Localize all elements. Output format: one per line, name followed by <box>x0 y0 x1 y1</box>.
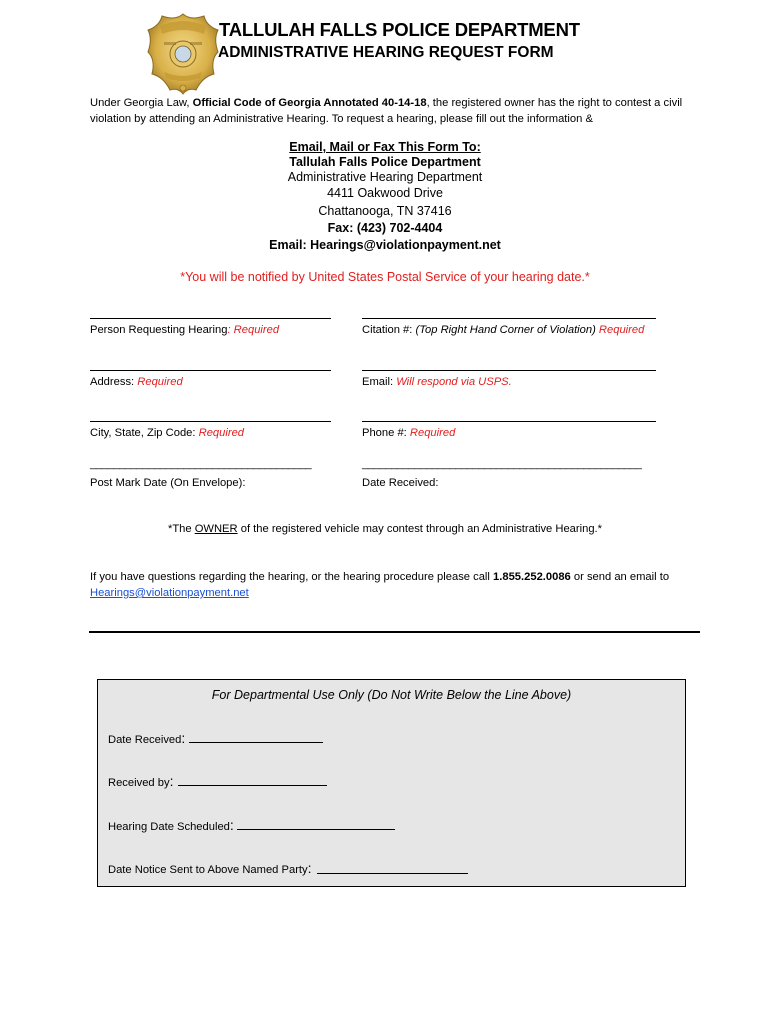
person-requesting-label: Person Requesting Hearing: Required <box>90 324 280 336</box>
date-received-field[interactable]: ________________________________________________ <box>362 458 642 470</box>
support-email-link[interactable]: Hearings@violationpayment.net <box>90 587 249 599</box>
office-received-by-field[interactable] <box>178 785 327 786</box>
form-subtitle: ADMINISTRATIVE HEARING REQUEST FORM <box>218 44 554 61</box>
person-requesting-field[interactable] <box>90 318 331 319</box>
address-department: Tallulah Falls Police Department <box>289 155 481 169</box>
citation-field[interactable] <box>362 318 656 319</box>
phone-field[interactable] <box>362 421 656 422</box>
office-date-received-field[interactable] <box>189 742 323 743</box>
address-line1: Administrative Hearing Department <box>287 170 483 184</box>
address-fax: Fax: (423) 702-4404 <box>327 221 443 235</box>
support-phone: 1.855.252.0086 <box>493 571 571 583</box>
intro-paragraph: Under Georgia Law, Official Code of Georgia Annotated 40-14-18, the registered owner has the right to contest a civil violation by attending an Administrative Hearing. To request a hearing, please fill out the information & <box>90 97 683 125</box>
office-notice-sent-field[interactable] <box>317 873 468 874</box>
postmark-date-field[interactable]: ______________________________________ <box>90 458 312 470</box>
address-email: Email: Hearings@violationpayment.net <box>269 238 501 252</box>
address-label: Address: Required <box>90 376 183 388</box>
page-title: TALLULAH FALLS POLICE DEPARTMENT <box>219 19 580 40</box>
postmark-date-label: Post Mark Date (On Envelope): <box>90 477 246 489</box>
departmental-use-box <box>97 679 686 887</box>
office-date-received-label: Date Received: <box>108 730 186 746</box>
address-field[interactable] <box>90 370 331 371</box>
email-field[interactable] <box>362 370 656 371</box>
phone-label: Phone #: Required <box>362 427 456 439</box>
office-hearing-date-label: Hearing Date Scheduled: <box>108 817 234 833</box>
email-label: Email: Will respond via USPS. <box>362 376 512 388</box>
citation-label: Citation #: (Top Right Hand Corner of Violation) Required <box>362 324 645 336</box>
legal-code: Official Code of Georgia Annotated 40-14-18 <box>192 97 427 109</box>
departmental-use-title: For Departmental Use Only (Do Not Write Below the Line Above) <box>211 688 572 702</box>
section-divider <box>89 631 700 633</box>
address-line3: Chattanooga, TN 37416 <box>318 204 452 218</box>
questions-paragraph: If you have questions regarding the hearing, or the hearing procedure please call 1.855.252.0086 or send an email to Hearings@violationpayment.net <box>90 571 670 599</box>
office-notice-sent-label: Date Notice Sent to Above Named Party: <box>108 860 312 876</box>
date-received-label: Date Received: <box>362 477 439 489</box>
office-hearing-date-field[interactable] <box>237 829 395 830</box>
police-badge-icon <box>146 12 220 96</box>
city-state-zip-field[interactable] <box>90 421 331 422</box>
submit-instructions-heading: Email, Mail or Fax This Form To: <box>289 140 481 154</box>
office-received-by-label: Received by: <box>108 773 174 789</box>
city-state-zip-label: City, State, Zip Code: Required <box>90 427 245 439</box>
usps-notice: *You will be notified by United States Postal Service of your hearing date.* <box>180 270 590 284</box>
address-line2: 4411 Oakwood Drive <box>327 186 443 200</box>
owner-note: *The OWNER of the registered vehicle may contest through an Administrative Hearing.* <box>167 523 603 535</box>
